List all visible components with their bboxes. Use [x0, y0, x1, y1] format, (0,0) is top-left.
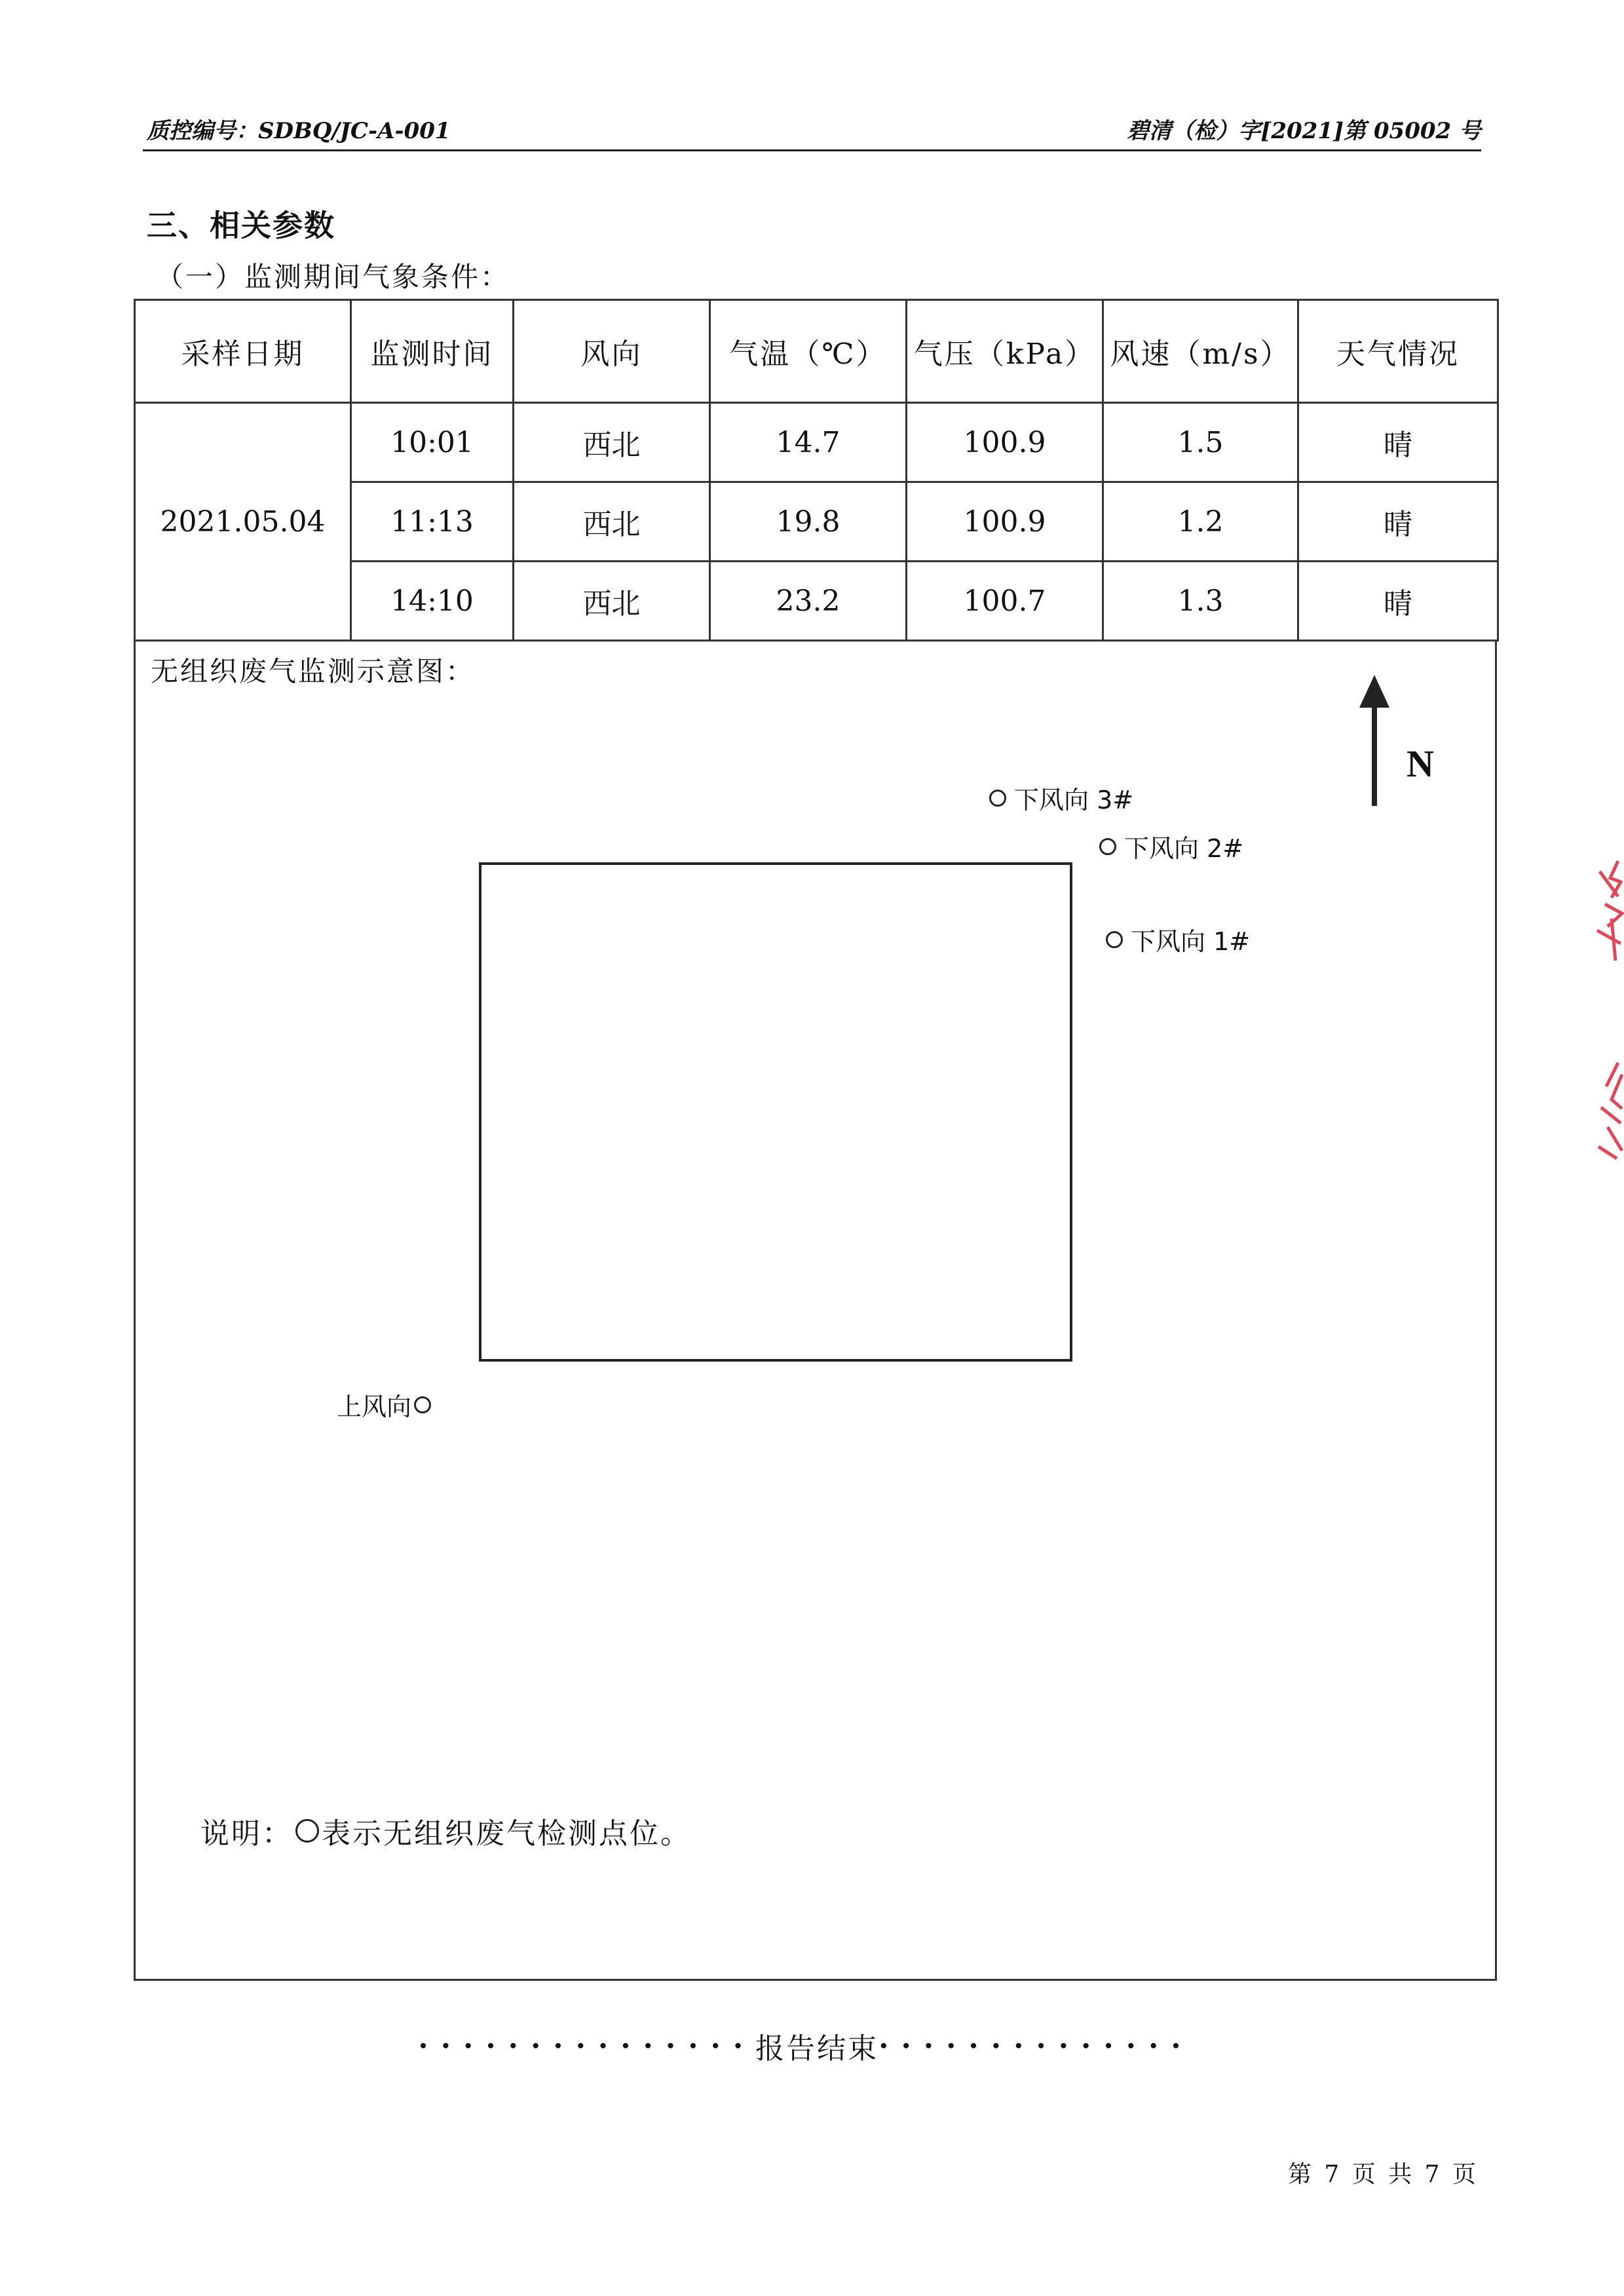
weather-cell: 晴 — [1298, 482, 1498, 562]
downwind-point-1-label: 下风向 1# — [1131, 927, 1251, 956]
legend-circle-icon — [295, 1819, 319, 1843]
wind-direction-cell: 西北 — [514, 562, 710, 641]
header-cell-wind-speed: 风速（m/s） — [1103, 300, 1298, 403]
pressure-cell: 100.7 — [907, 562, 1103, 641]
monitoring-point-circle-icon — [1099, 838, 1116, 855]
header-cell-temperature: 气温（℃） — [710, 300, 907, 403]
north-arrow-icon — [1358, 675, 1391, 806]
section-subtitle: （一）监测期间气象条件： — [156, 261, 510, 293]
monitoring-point-circle-icon — [414, 1396, 431, 1413]
header-cell-wind-direction: 风向 — [514, 300, 710, 403]
table-header-row — [135, 300, 1498, 403]
upwind-point — [337, 1387, 431, 1423]
time-cell: 14:10 — [351, 562, 514, 641]
temperature-cell: 19.8 — [710, 482, 907, 562]
qc-number: 质控编号：SDBQ/JC-A-001 — [147, 118, 451, 144]
seal-stamp-fragment-icon — [1592, 858, 1624, 1160]
header-cell-pressure: 气压（kPa） — [907, 300, 1103, 403]
report-end-text: 报告结束 — [755, 2032, 879, 2065]
time-cell: 11:13 — [351, 482, 514, 562]
monitoring-point-circle-icon — [1106, 931, 1123, 948]
wind-speed-cell: 1.5 — [1103, 403, 1298, 482]
header-divider — [143, 149, 1481, 151]
end-dots-right: ·············· — [878, 2029, 1194, 2063]
wind-direction-cell: 西北 — [514, 482, 710, 562]
upwind-point-label: 上风向 — [337, 1392, 412, 1421]
downwind-point-3 — [989, 780, 1133, 816]
wind-speed-cell: 1.2 — [1103, 482, 1298, 562]
note-text: 表示无组织废气检测点位。 — [322, 1817, 691, 1850]
downwind-point-3-label: 下风向 3# — [1014, 786, 1134, 814]
pressure-cell: 100.9 — [907, 403, 1103, 482]
monitoring-point-circle-icon — [989, 790, 1006, 807]
time-cell: 10:01 — [351, 403, 514, 482]
downwind-point-2 — [1099, 828, 1243, 864]
temperature-cell: 14.7 — [710, 403, 907, 482]
header-cell-time: 监测时间 — [351, 300, 514, 403]
temperature-cell: 23.2 — [710, 562, 907, 641]
section-title: 三、相关参数 — [147, 208, 335, 243]
sampling-date-cell: 2021.05.04 — [135, 403, 351, 641]
end-dots-left: ··············· — [418, 2029, 756, 2063]
downwind-point-2-label: 下风向 2# — [1124, 834, 1244, 863]
weather-cell: 晴 — [1298, 562, 1498, 641]
pressure-cell: 100.9 — [907, 482, 1103, 562]
report-number: 碧清（检）字[2021]第 05002 号 — [1127, 118, 1481, 144]
north-label: N — [1407, 742, 1434, 785]
downwind-point-1 — [1106, 921, 1250, 957]
wind-speed-cell: 1.3 — [1103, 562, 1298, 641]
wind-direction-cell: 西北 — [514, 403, 710, 482]
report-end-line — [314, 2025, 1297, 2067]
note-prefix: 说明： — [200, 1817, 293, 1850]
header-cell-date: 采样日期 — [135, 300, 351, 403]
weather-table — [134, 299, 1499, 641]
legend-note — [200, 1810, 691, 1852]
header-cell-weather: 天气情况 — [1298, 300, 1498, 403]
diagram-label: 无组织废气监测示意图： — [151, 655, 476, 687]
weather-cell: 晴 — [1298, 403, 1498, 482]
table-row — [135, 403, 1498, 482]
page-number: 第 7 页 共 7 页 — [1287, 2161, 1479, 2188]
plant-boundary — [479, 862, 1072, 1362]
